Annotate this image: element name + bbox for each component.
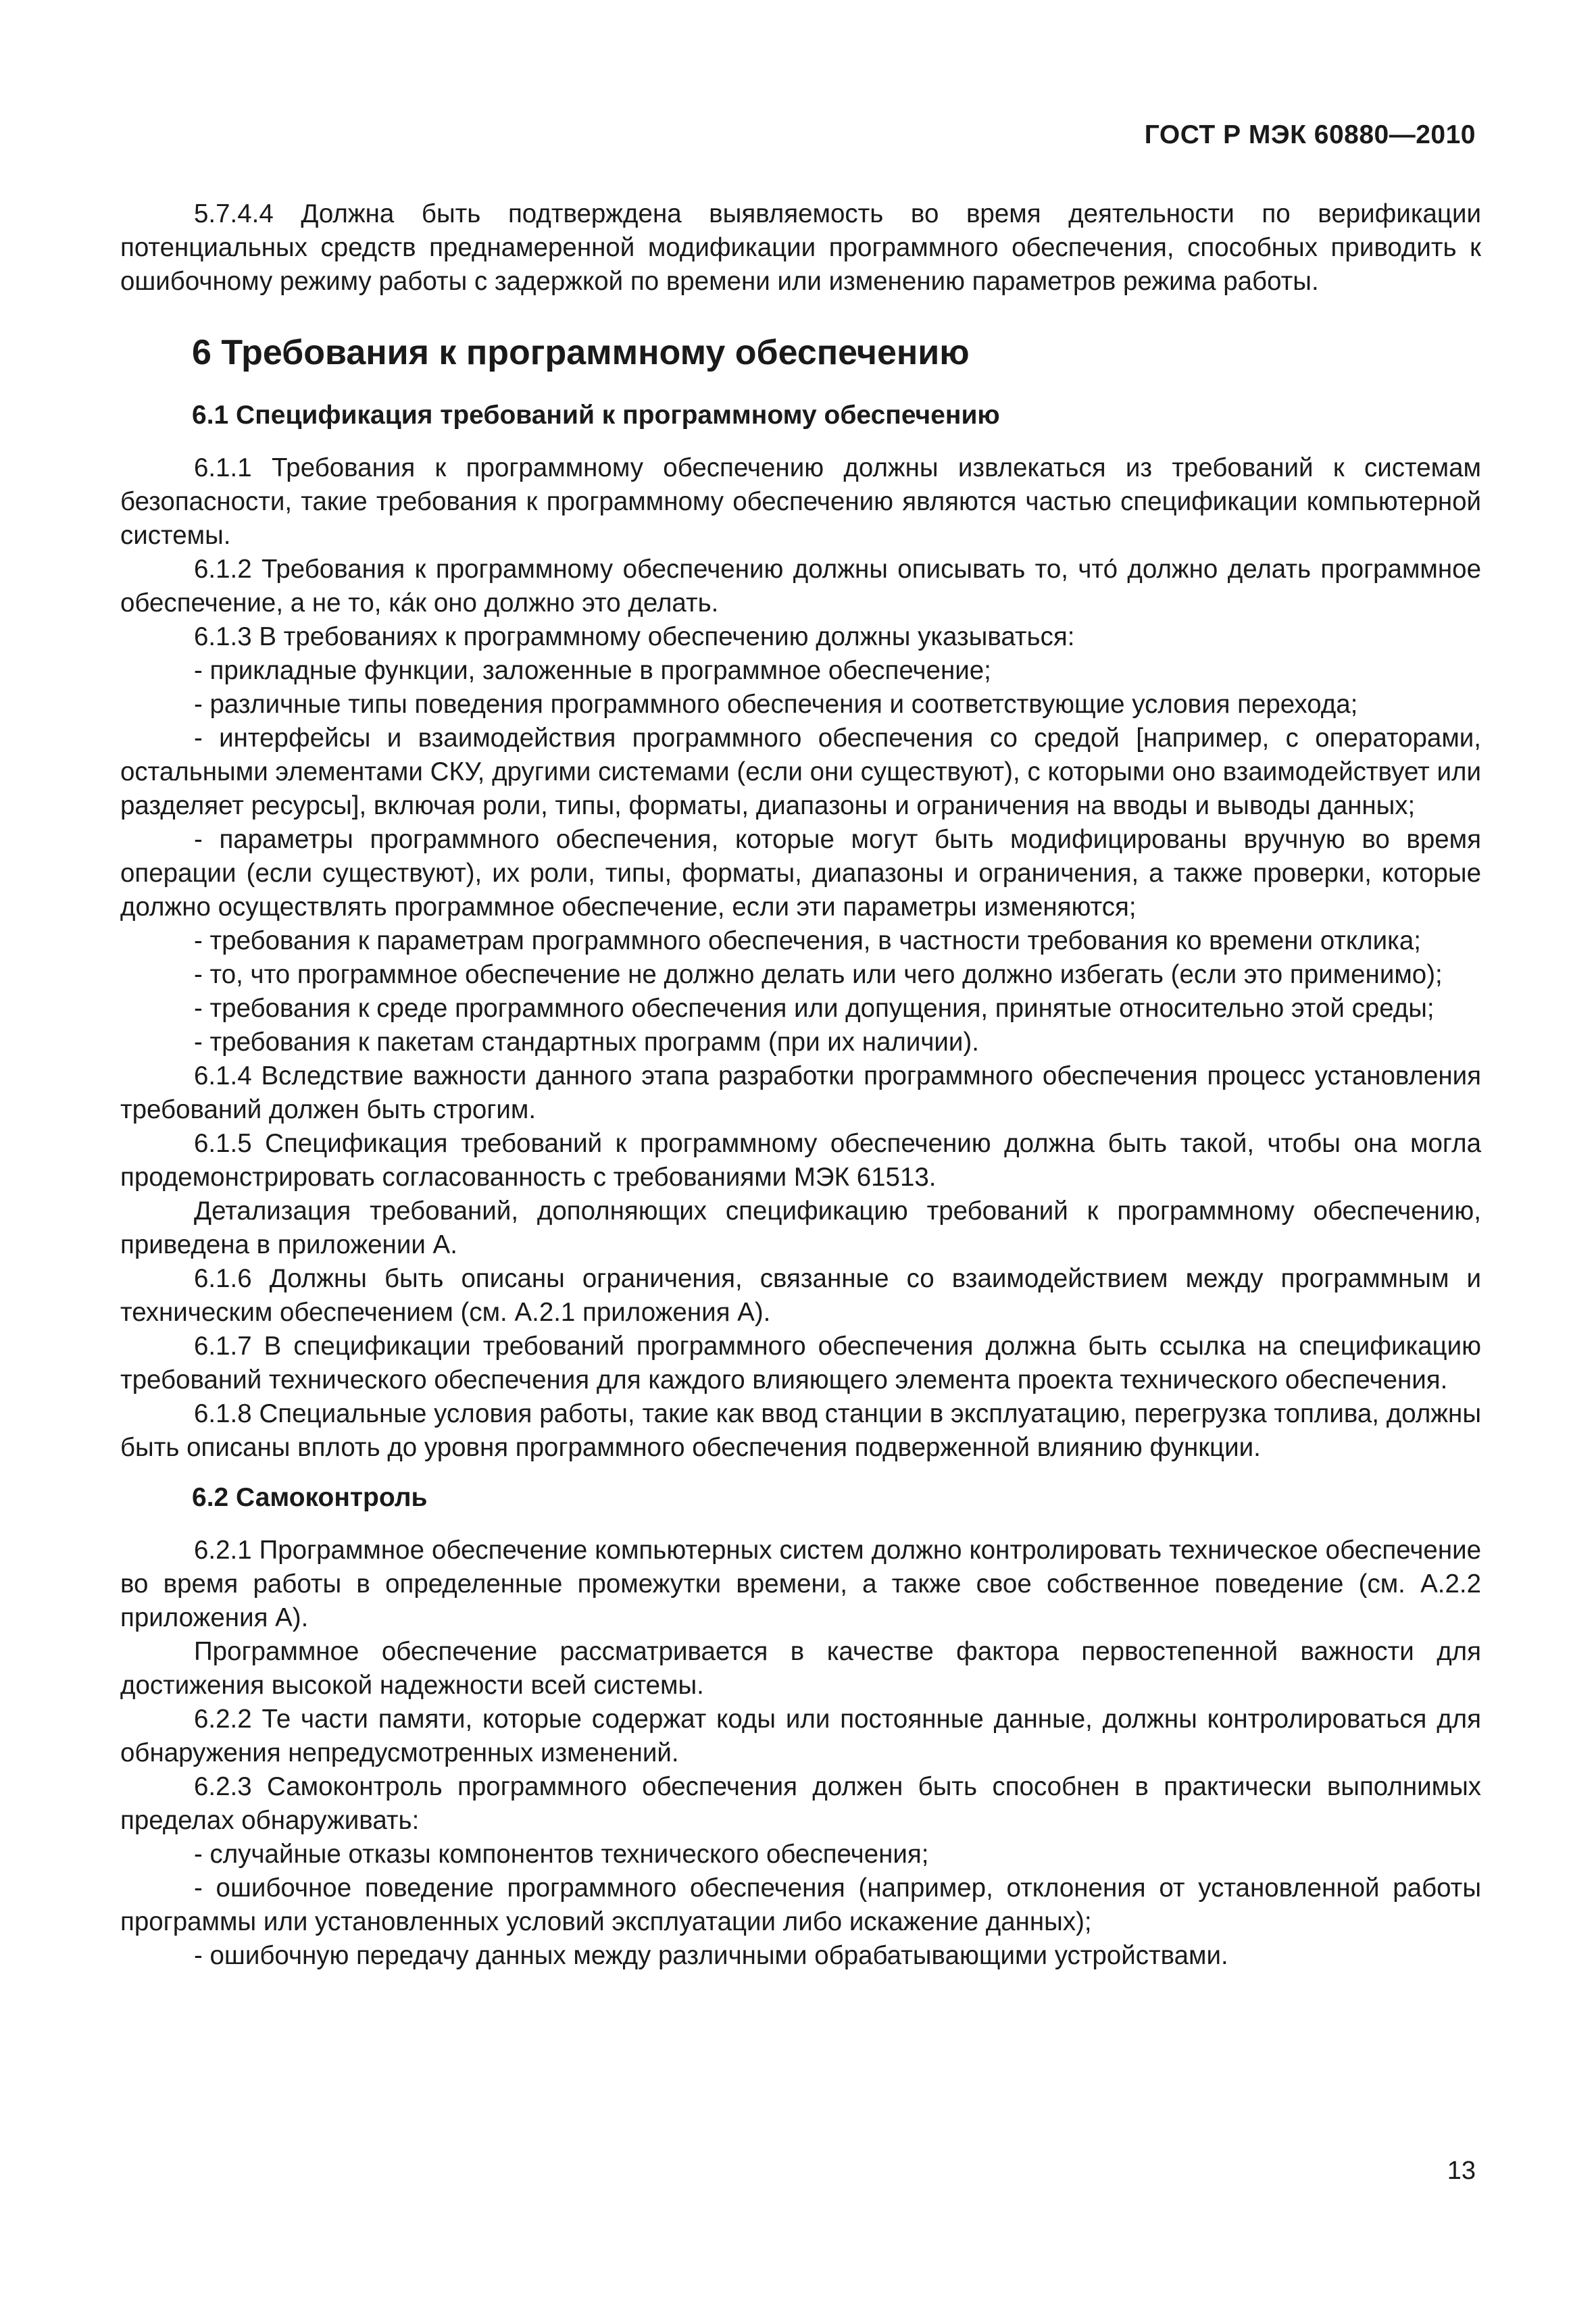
list-item: - ошибочное поведение программного обеспечения (например, отклонения от установленной работы программы или установленных условий эксплуатации либо искажение данных); — [120, 1873, 1481, 1936]
list-item: - требования к пакетам стандартных программ (при их наличии). — [194, 1028, 979, 1057]
list-item: - требования к среде программного обеспечения или допущения, принятые относительно этой среды; — [194, 994, 1435, 1023]
paragraph: 6.1.2 Требования к программному обеспечению должны описывать то, что́ должно делать программное обеспечение, а не то, ка́к оно должно это делать. — [120, 555, 1481, 618]
paragraph: 6.1.1 Требования к программному обеспечению должны извлекаться из требований к системам безопасности, такие требования к программному обеспечению являются частью спецификации компьютерной системы. — [120, 453, 1481, 550]
section-6-2-content — [120, 1534, 1481, 1973]
paragraph: 6.1.7 В спецификации требований программного обеспечения должна быть ссылка на спецификацию требований технического обеспечения для каждого влияющего элемента проекта технического обеспечения. — [120, 1332, 1481, 1394]
list-item: - интерфейсы и взаимодействия программного обеспечения со средой [например, с операторами, остальными элементами СКУ, другими системами (если они существуют), с которыми оно взаимодействует или разделяет ресурсы], включая роли, типы, форматы, диапазоны и ограничения на вводы и выводы данных; — [120, 724, 1481, 820]
section-6-1-content — [120, 451, 1481, 1465]
section-6-1-heading: 6.1 Спецификация требований к программному обеспечению — [192, 401, 1000, 430]
list-item: - различные типы поведения программного обеспечения и соответствующие условия перехода; — [194, 690, 1358, 719]
list-item: - то, что программное обеспечение не должно делать или чего должно избегать (если это применимо); — [194, 960, 1443, 989]
paragraph: Детализация требований, дополняющих спецификацию требований к программному обеспечению, приведена в приложении А. — [120, 1197, 1481, 1259]
paragraph: 6.2.3 Самоконтроль программного обеспечения должен быть способнен в практически выполнимых пределах обнаруживать: — [120, 1772, 1481, 1835]
list-item: - параметры программного обеспечения, которые могут быть модифицированы вручную во время операции (если существуют), их роли, типы, форматы, диапазоны и ограничения, а также проверки, которые должно осуществлять программное обеспечение, если эти параметры изменяются; — [120, 825, 1481, 922]
document-header: ГОСТ Р МЭК 60880—2010 — [1144, 120, 1476, 149]
paragraph: 6.1.5 Спецификация требований к программному обеспечению должна быть такой, чтобы она могла продемонстрировать согласованность с требованиями МЭК 61513. — [120, 1129, 1481, 1192]
paragraph: 6.2.2 Те части памяти, которые содержат коды или постоянные данные, должны контролироваться для обнаружения непредусмотренных изменений. — [120, 1705, 1481, 1767]
document-body — [120, 197, 1481, 1973]
section-6-2-heading: 6.2 Самоконтроль — [192, 1483, 428, 1512]
paragraph: 6.1.4 Вследствие важности данного этапа разработки программного обеспечения процесс установления требований должен быть строгим. — [120, 1061, 1481, 1124]
paragraph: 6.1.8 Специальные условия работы, такие как ввод станции в эксплуатацию, перегрузка топлива, должны быть описаны вплоть до уровня программного обеспечения подверженной влиянию функции. — [120, 1399, 1481, 1462]
paragraph: 6.2.1 Программное обеспечение компьютерных систем должно контролировать техническое обеспечение во время работы в определенные промежутки времени, а также свое собственное поведение (см. А.2.2 приложения А). — [120, 1536, 1481, 1632]
list-item: - ошибочную передачу данных между различными обрабатывающими устройствами. — [194, 1941, 1228, 1970]
section-6-heading: 6 Требования к программному обеспечению — [192, 333, 970, 372]
list-item: - прикладные функции, заложенные в программное обеспечение; — [194, 656, 991, 685]
page-number: 13 — [1447, 2157, 1476, 2185]
paragraph: 6.1.6 Должны быть описаны ограничения, связанные со взаимодействием между программным и техническим обеспечением (см. А.2.1 приложения А). — [120, 1264, 1481, 1327]
paragraph: Программное обеспечение рассматривается в качестве фактора первостепенной важности для достижения высокой надежности всей системы. — [120, 1637, 1481, 1700]
paragraph: 6.1.3 В требованиях к программному обеспечению должны указываться: — [194, 622, 1075, 651]
paragraph-5-7-4-4: 5.7.4.4 Должна быть подтверждена выявляемость во время деятельности по верификации потенциальных средств преднамеренной модификации программного обеспечения, способных приводить к ошибочному режиму работы с задержкой по времени или изменению параметров режима работы. — [120, 199, 1481, 296]
list-item: - требования к параметрам программного обеспечения, в частности требования ко времени отклика; — [194, 926, 1421, 955]
list-item: - случайные отказы компонентов технического обеспечения; — [194, 1840, 929, 1869]
